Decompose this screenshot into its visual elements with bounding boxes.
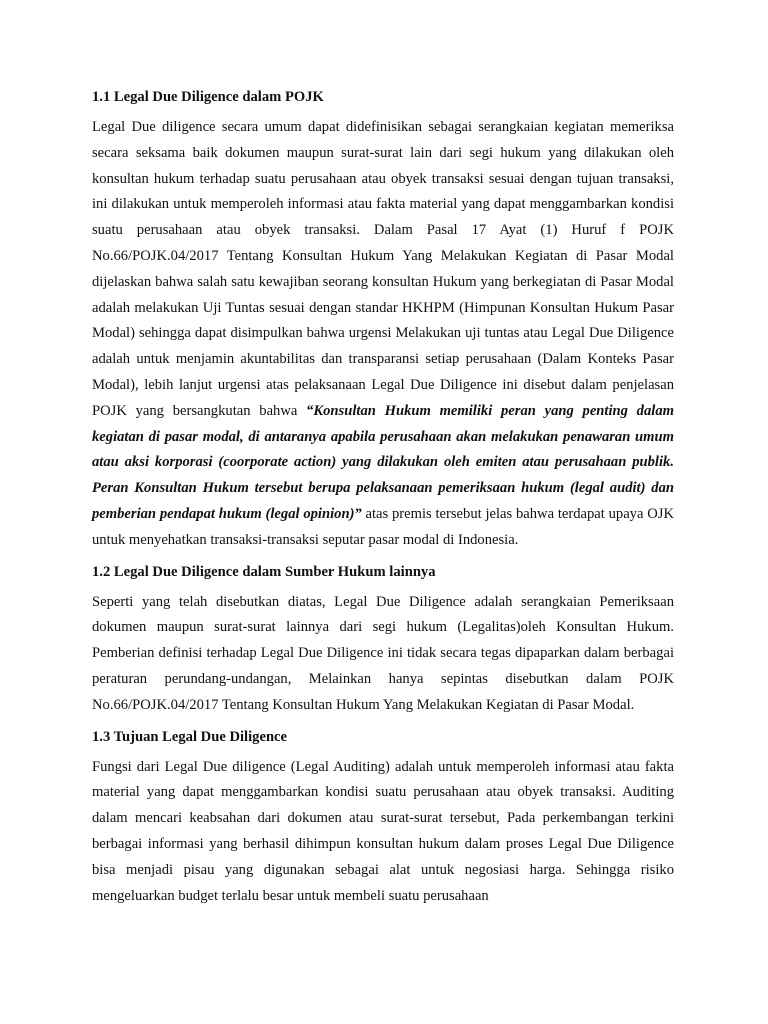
section-3-heading: 1.3 Tujuan Legal Due Diligence bbox=[92, 728, 288, 745]
document-page bbox=[92, 86, 674, 916]
section-1-outro-text: atas premis tersebut jelas bahwa terdapat upaya OJK untuk menyehatkan transaksi-transaksi seputar pasar modal di Indonesia. bbox=[92, 505, 674, 548]
section-1-intro-text: Legal Due diligence secara umum dapat didefinisikan sebagai serangkaian kegiatan memeriksa secara seksama baik dokumen maupun surat-surat lain dari segi hukum yang dilakukan oleh konsultan hukum terhadap suatu perusahaan atau obyek transaksi sesuai dengan tujuan transaksi, ini dilakukan untuk memperoleh informasi atau fakta material yang dapat menggambarkan kondisi suatu perusahaan atau obyek transaksi. Dalam Pasal 17 Ayat (1) Huruf f POJK No.66/POJK.04/2017 Tentang Konsultan Hukum Yang Melakukan Kegiatan di Pasar Modal dijelaskan bahwa salah satu kewajiban seorang konsultan Hukum yang berkegiatan di Pasar Modal adalah melakukan Uji Tuntas sesuai dengan standar HKHPM (Himpunan Konsultan Hukum Pasar Modal) sehingga dapat disimpulkan bahwa urgensi Melakukan uji tuntas atau Legal Due Diligence adalah untuk menjamin akuntabilitas dan transparansi setiap perusahaan (Dalam Konteks Pasar Modal), lebih lanjut urgensi atas pelaksanaan Legal Due Diligence ini disebut dalam penjelasan POJK yang bersangkutan bahwa bbox=[92, 119, 674, 419]
section-2-heading: 1.2 Legal Due Diligence dalam Sumber Hukum lainnya bbox=[92, 563, 436, 580]
section-2-paragraph: Seperti yang telah disebutkan diatas, Legal Due Diligence adalah serangkaian Pemeriksaan dokumen maupun surat-surat lainnya dari segi hukum (Legalitas)oleh Konsultan Hukum. Pemberian definisi terhadap Legal Due Diligence ini tidak secara tegas dipaparkan dalam berbagai peraturan perundang-undangan, Melainkan hanya sepintas disebutkan dalam POJK No.66/POJK.04/2017 Tentang Konsultan Hukum Yang Melakukan Kegiatan di Pasar Modal. bbox=[92, 593, 674, 713]
section-1-paragraph bbox=[92, 115, 674, 554]
section-3-paragraph: Fungsi dari Legal Due diligence (Legal Auditing) adalah untuk memperoleh informasi atau fakta material yang dapat menggambarkan kondisi suatu perusahaan atau obyek transaksi. Auditing dalam mencari keabsahan dari dokumen atau surat-surat tersebut, Pada perkembangan terkini berbagai informasi yang berhasil dihimpun konsultan hukum dalam proses Legal Due Diligence bisa menjadi pisau yang digunakan sebagai alat untuk negosiasi harga. Sehingga risiko mengeluarkan budget terlalu besar untuk membeli suatu perusahaan bbox=[92, 758, 674, 904]
section-1-quote: “Konsultan Hukum memiliki peran yang penting dalam kegiatan di pasar modal, di antaranya apabila perusahaan akan melakukan penawaran umum atau aksi korporasi (coorporate action) yang dilakukan oleh emiten atau perusahaan publik. Peran Konsultan Hukum tersebut berupa pelaksanaan pemeriksaan hukum (legal audit) dan pemberian pendapat hukum (legal opinion)” bbox=[92, 402, 674, 522]
section-1-heading: 1.1 Legal Due Diligence dalam POJK bbox=[92, 89, 324, 105]
